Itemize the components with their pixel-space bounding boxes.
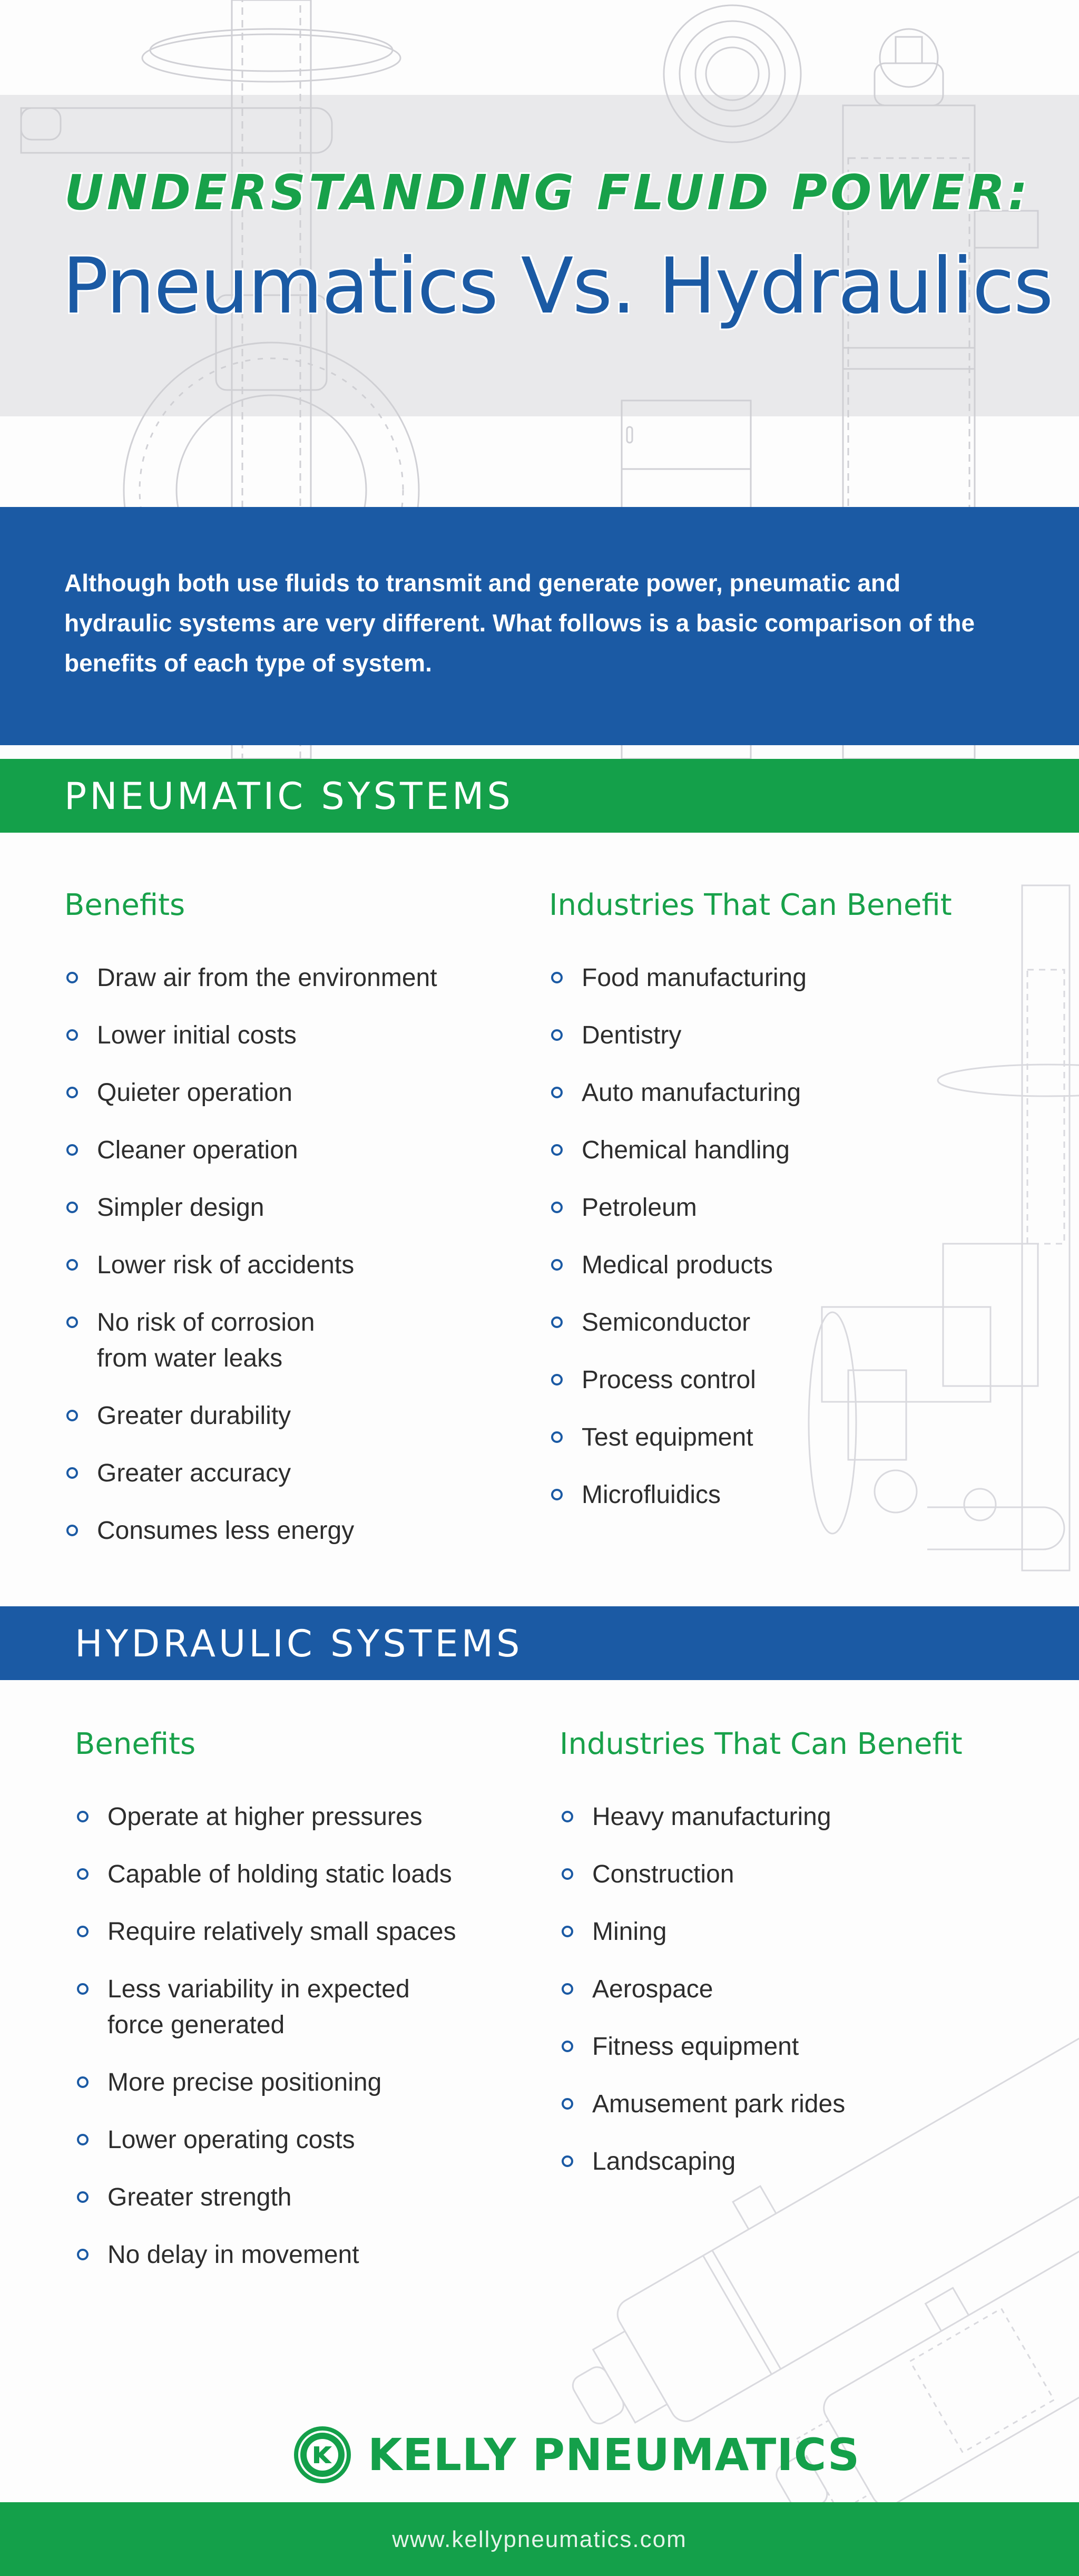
- hydraulic-industry-item: [560, 1799, 1034, 1835]
- pneumatic-industries-list: [549, 960, 1013, 1535]
- pneumatic-benefit-item-text: Greater durability: [97, 1402, 291, 1430]
- bullet-circle-icon: [551, 1144, 563, 1156]
- bullet-circle-icon: [562, 2041, 573, 2052]
- bullet-circle-icon: [562, 2098, 573, 2110]
- hydraulic-industry-item-text: Amusement park rides: [592, 2090, 846, 2118]
- pneumatic-benefit-item-text: Consumes less energy: [97, 1517, 355, 1545]
- bullet-circle-icon: [66, 1029, 78, 1041]
- pneumatic-industry-item-text: Process control: [582, 1366, 756, 1394]
- hydraulic-industry-item: [560, 1857, 1034, 1892]
- hydraulic-section-header: [0, 1606, 1079, 1680]
- website-link[interactable]: www.kellypneumatics.com: [392, 2526, 687, 2552]
- bullet-circle-icon: [66, 972, 78, 983]
- kelly-pneumatics-emblem-icon: [293, 2425, 352, 2484]
- bullet-circle-icon: [77, 2134, 89, 2145]
- hydraulic-industry-item: [560, 2144, 1034, 2180]
- hydraulic-benefit-item: [75, 1857, 549, 1892]
- bullet-circle-icon: [77, 1926, 89, 1937]
- hydraulic-industry-item-text: Mining: [592, 1918, 667, 1946]
- bullet-circle-icon: [562, 1926, 573, 1937]
- pneumatic-benefit-item-text: Quieter operation: [97, 1079, 292, 1107]
- hydraulic-industry-item-text: Fitness equipment: [592, 2033, 799, 2061]
- brand-logo: [293, 2423, 860, 2486]
- page-title: Pneumatics Vs. Hydraulics: [62, 241, 1053, 331]
- bullet-circle-icon: [66, 1144, 78, 1156]
- hydraulic-industry-item-text: Landscaping: [592, 2148, 736, 2175]
- pneumatic-industry-item: [549, 1190, 1013, 1226]
- pneumatic-benefits-list: [64, 960, 528, 1570]
- pneumatic-industry-item: [549, 1075, 1013, 1111]
- pneumatic-benefit-item-text: Simpler design: [97, 1194, 264, 1222]
- pneumatic-industry-item: [549, 1477, 1013, 1513]
- bullet-circle-icon: [77, 1811, 89, 1822]
- hydraulic-benefit-item: [75, 1914, 549, 1950]
- bullet-circle-icon: [551, 1259, 563, 1271]
- pneumatic-industries-heading: Industries That Can Benefit: [549, 888, 952, 922]
- hydraulic-industry-item-text: Aerospace: [592, 1975, 713, 2003]
- bullet-circle-icon: [562, 1811, 573, 1822]
- hydraulic-benefit-item: [75, 2237, 549, 2273]
- pneumatic-benefit-item: [64, 1513, 528, 1549]
- bullet-circle-icon: [66, 1525, 78, 1536]
- pneumatic-industry-item-text: Food manufacturing: [582, 964, 807, 992]
- pneumatic-benefit-item: [64, 1305, 528, 1377]
- pneumatic-industry-item: [549, 1133, 1013, 1168]
- intro-panel: [0, 507, 1079, 745]
- bullet-circle-icon: [66, 1087, 78, 1098]
- bullet-circle-icon: [77, 1868, 89, 1880]
- pneumatic-benefit-item: [64, 1133, 528, 1168]
- hydraulic-benefit-item-text: Capable of holding static loads: [107, 1860, 452, 1888]
- pneumatic-industry-item: [549, 1018, 1013, 1053]
- hydraulic-industries-heading: Industries That Can Benefit: [560, 1727, 963, 1761]
- bullet-circle-icon: [66, 1316, 78, 1328]
- bullet-circle-icon: [66, 1467, 78, 1479]
- pneumatic-industry-item-text: Test equipment: [582, 1423, 753, 1451]
- bullet-circle-icon: [562, 1983, 573, 1995]
- bullet-circle-icon: [551, 1202, 563, 1213]
- pneumatic-benefit-item-text: Cleaner operation: [97, 1136, 298, 1164]
- hydraulic-industry-item: [560, 2086, 1034, 2122]
- pneumatic-benefit-item: [64, 960, 528, 996]
- hydraulic-industry-item-text: Heavy manufacturing: [592, 1803, 831, 1831]
- pneumatic-benefit-item: [64, 1190, 528, 1226]
- bullet-circle-icon: [562, 1868, 573, 1880]
- pneumatic-benefit-item: [64, 1018, 528, 1053]
- pneumatic-section-header: [0, 759, 1079, 833]
- pneumatic-industry-item-text: Chemical handling: [582, 1136, 790, 1164]
- hydraulic-industry-item-text: Construction: [592, 1860, 734, 1888]
- hydraulic-industry-item: [560, 1914, 1034, 1950]
- hydraulic-benefit-item: [75, 2065, 549, 2101]
- pneumatic-benefit-item: [64, 1398, 528, 1434]
- bullet-circle-icon: [551, 972, 563, 983]
- hydraulic-benefit-item-text: More precise positioning: [107, 2068, 382, 2096]
- hydraulic-benefit-item-text: No delay in movement: [107, 2241, 359, 2269]
- hydraulic-industry-item: [560, 1972, 1034, 2007]
- bullet-circle-icon: [77, 1983, 89, 1995]
- hydraulic-benefits-list: [75, 1799, 549, 2295]
- hydraulic-benefit-item-text: Operate at higher pressures: [107, 1803, 423, 1831]
- pneumatic-industry-item-text: Auto manufacturing: [582, 1079, 801, 1107]
- footer-bar: [0, 2502, 1079, 2576]
- brand-name: KELLY PNEUMATICS: [368, 2429, 860, 2481]
- pneumatic-benefit-item: [64, 1456, 528, 1491]
- hydraulic-benefit-item: [75, 1972, 549, 2043]
- title-kicker: UNDERSTANDING FLUID POWER:: [64, 164, 1031, 221]
- pneumatic-benefit-item-text: No risk of corrosion from water leaks: [97, 1309, 315, 1372]
- bullet-circle-icon: [77, 2249, 89, 2260]
- bullet-circle-icon: [66, 1202, 78, 1213]
- pneumatic-benefit-item-text: Lower initial costs: [97, 1021, 297, 1049]
- pneumatic-benefit-item-text: Lower risk of accidents: [97, 1251, 355, 1279]
- hydraulic-benefit-item-text: Less variability in expected force generated: [107, 1975, 410, 2039]
- bullet-circle-icon: [551, 1029, 563, 1041]
- pneumatic-industry-item: [549, 960, 1013, 996]
- bullet-circle-icon: [66, 1410, 78, 1421]
- pneumatic-industry-item: [549, 1420, 1013, 1456]
- bullet-circle-icon: [551, 1374, 563, 1385]
- pneumatic-industry-item: [549, 1305, 1013, 1341]
- pneumatic-industry-item-text: Petroleum: [582, 1194, 697, 1222]
- pneumatic-industry-item-text: Dentistry: [582, 1021, 682, 1049]
- pneumatic-benefit-item-text: Greater accuracy: [97, 1459, 291, 1487]
- pneumatic-industry-item-text: Microfluidics: [582, 1481, 721, 1509]
- intro-text: Although both use fluids to transmit and generate power, pneumatic and hydraulic systems are very different. What follows is a basic comparison of the benefits of each type of system.: [64, 569, 975, 677]
- bullet-circle-icon: [562, 2155, 573, 2167]
- bullet-circle-icon: [551, 1489, 563, 1500]
- pneumatic-benefit-item-text: Draw air from the environment: [97, 964, 437, 992]
- bullet-circle-icon: [66, 1259, 78, 1271]
- bullet-circle-icon: [551, 1087, 563, 1098]
- bullet-circle-icon: [551, 1316, 563, 1328]
- hydraulic-benefits-heading: Benefits: [75, 1727, 196, 1761]
- hydraulic-benefit-item: [75, 1799, 549, 1835]
- pneumatic-industry-item: [549, 1362, 1013, 1398]
- hydraulic-benefit-item-text: Greater strength: [107, 2183, 292, 2211]
- hydraulic-benefit-item: [75, 2180, 549, 2216]
- hydraulic-industry-item: [560, 2029, 1034, 2065]
- pneumatic-industry-item-text: Semiconductor: [582, 1309, 751, 1336]
- pneumatic-benefits-heading: Benefits: [64, 888, 185, 922]
- bullet-circle-icon: [77, 2191, 89, 2203]
- hydraulic-benefit-item: [75, 2122, 549, 2158]
- hydraulic-industries-list: [560, 1799, 1034, 2201]
- pneumatic-benefit-item: [64, 1075, 528, 1111]
- pneumatic-industry-item-text: Medical products: [582, 1251, 773, 1279]
- pneumatic-section-title: PNEUMATIC SYSTEMS: [64, 775, 514, 818]
- pneumatic-industry-item: [549, 1247, 1013, 1283]
- bullet-circle-icon: [551, 1431, 563, 1443]
- hydraulic-benefit-item-text: Require relatively small spaces: [107, 1918, 456, 1946]
- pneumatic-benefit-item: [64, 1247, 528, 1283]
- bullet-circle-icon: [77, 2076, 89, 2088]
- hydraulic-benefit-item-text: Lower operating costs: [107, 2126, 355, 2154]
- hydraulic-section-title: HYDRAULIC SYSTEMS: [75, 1622, 523, 1665]
